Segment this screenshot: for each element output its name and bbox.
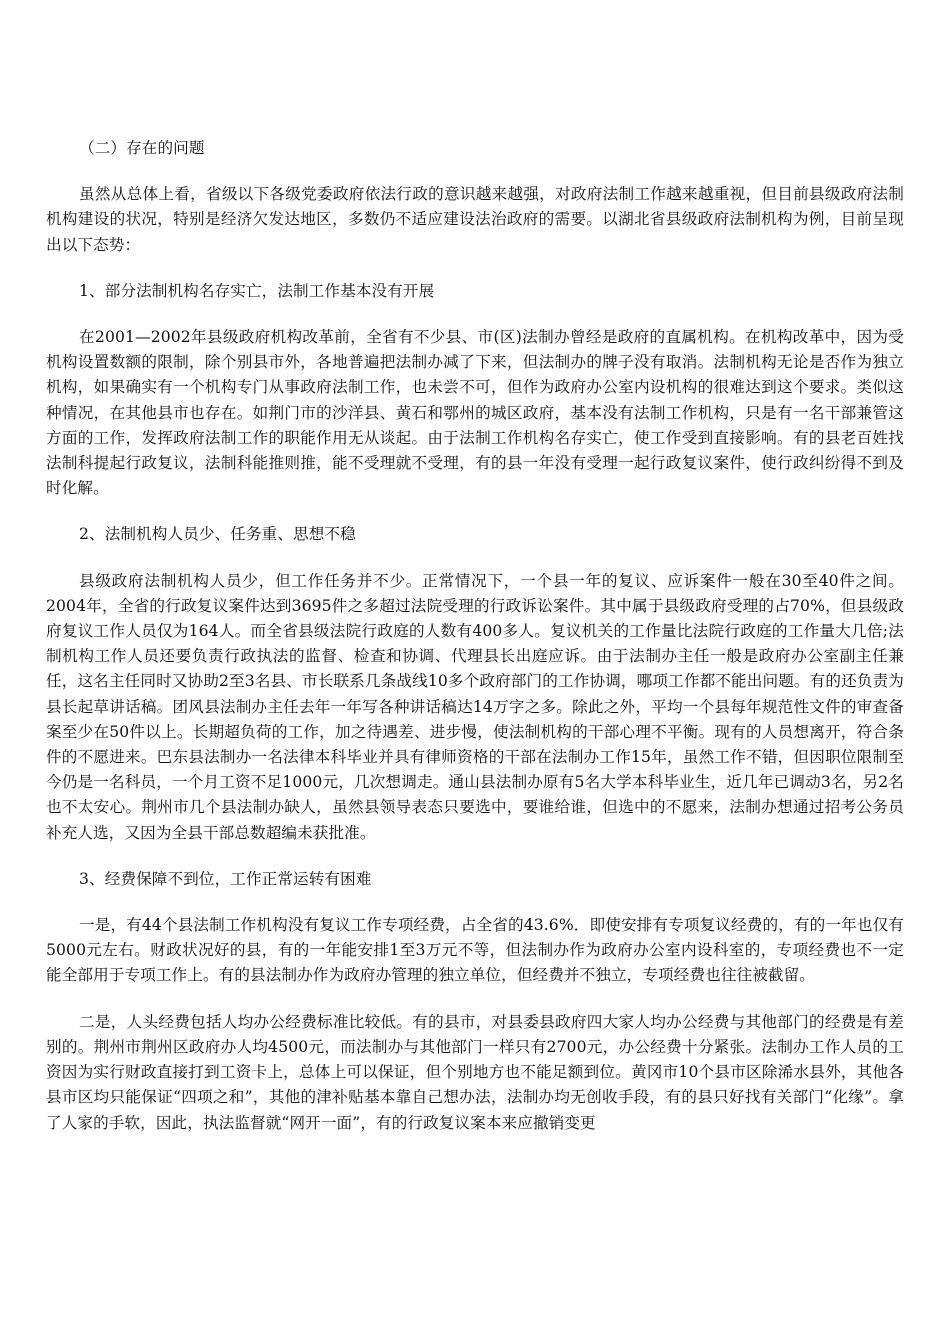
subsection-3-title: 3、经费保障不到位，工作正常运转有困难 <box>79 869 372 888</box>
subsection-2-paragraph: 县级政府法制机构人员少，但工作任务并不少。正常情况下，一个县一年的复议、应诉案件一般在30至40件之间。2004年，全省的行政复议案件达到3695件之多超过法院受理的行政诉讼案件。其中属于县级政府受理的占70%，但县级政府复议工作人员仅为164人。而全省县级法院行政庭的人数有400多人。复议机关的工作量比法院行政庭的工作量大几倍;法制机构工作人员还要负责行政执法的监督、检查和协调、代理县长出庭应诉。由于法制办主任一般是政府办公室副主任兼任，这名主任同时又协助2至3名县、市长联系几条战线10多个政府部门的工作协调，哪项工作都不能出问题。有的还负责为县长起草讲话稿。团风县法制办主任去年一年写各种讲话稿达14万字之多。除此之外，平均一个县每年规范性文件的审查备案至少在50件以上。长期超负荷的工作，加之待遇差、进步慢，使法制机构的干部心理不平衡。现有的人员想离开，符合条件的不愿进来。巴东县法制办一名法律本科毕业并具有律师资格的干部在法制办工作15年，虽然工作不错，但因职位限制至今仍是一名科员，一个月工资不足1000元，几次想调走。通山县法制办原有5名大学本科毕业生，近几年已调动3名，另2名也不太安心。荆州市几个县法制办缺人，虽然县领导表态只要选中，要谁给谁，但选中的不愿来，法制办想通过招考公务员补充人选，又因为全县干部总数超编未获批准。 <box>46 571 904 842</box>
subsection-3-paragraph-2: 二是，人头经费包括人均办公经费标准比较低。有的县市，对县委县政府四大家人均办公经费与其他部门的经费是有差别的。荆州市荆州区政府办人均4500元，而法制办与其他部门一样只有2700元，办公经费十分紧张。法制办工作人员的工资因为实行财政直接打到工资卡上，总体上可以保证，但个别地方也不能足额到位。黄冈市10个县市区除浠水县外，其他各县市区均只能保证“四项之和”，其他的津补贴基本靠自己想办法，法制办均无创收手段，有的县只好找有关部门“化缘”。拿了人家的手软，因此，执法监督就“网开一面”，有的行政复议案本来应撤销变更 <box>46 1012 904 1132</box>
subsection-3-paragraph-1: 一是，有44个县法制工作机构没有复议工作专项经费，占全省的43.6%．即使安排有专项复议经费的，有的一年也仅有5000元左右。财政状况好的县，有的一年能安排1至3万元不等，但法制办作为政府办公室内设科室的，专项经费也不一定能全部用于专项工作上。有的县法制办作为政府办管理的独立单位，但经费并不独立，专项经费也往往被截留。 <box>46 916 904 985</box>
section-title: （二）存在的问题 <box>79 139 205 157</box>
document-page <box>46 136 904 1157</box>
intro-paragraph: 虽然从总体上看，省级以下各级党委政府依法行政的意识越来越强，对政府法制工作越来越重视，但目前县级政府法制机构建设的状况，特别是经济欠发达地区，多数仍不适应建设法治政府的需要。以湖北省县级政府法制机构为例，目前呈现出以下态势： <box>46 185 904 254</box>
subsection-1-paragraph: 在2001—2002年县级政府机构改革前，全省有不少县、市(区)法制办曾经是政府的直属机构。在机构改革中，因为受机构设置数额的限制，除个别县市外，各地普遍把法制办减了下来，但法制办的牌子没有取消。法制机构无论是否作为独立机构，如果确实有一个机构专门从事政府法制工作，也未尝不可，但作为政府办公室内设机构的很难达到这个要求。类似这种情况，在其他县市也存在。如荆门市的沙洋县、黄石和鄂州的城区政府，基本没有法制工作机构，只是有一名干部兼管这方面的工作，发挥政府法制工作的职能作用无从谈起。由于法制工作机构名存实亡，使工作受到直接影响。有的县老百姓找法制科提起行政复议，法制科能推则推，能不受理就不受理，有的县一年没有受理一起行政复议案件，使行政纠纷得不到及时化解。 <box>46 328 904 498</box>
subsection-2-title: 2、法制机构人员少、任务重、思想不稳 <box>79 525 356 544</box>
subsection-1-title: 1、部分法制机构名存实亡，法制工作基本没有开展 <box>79 281 435 300</box>
